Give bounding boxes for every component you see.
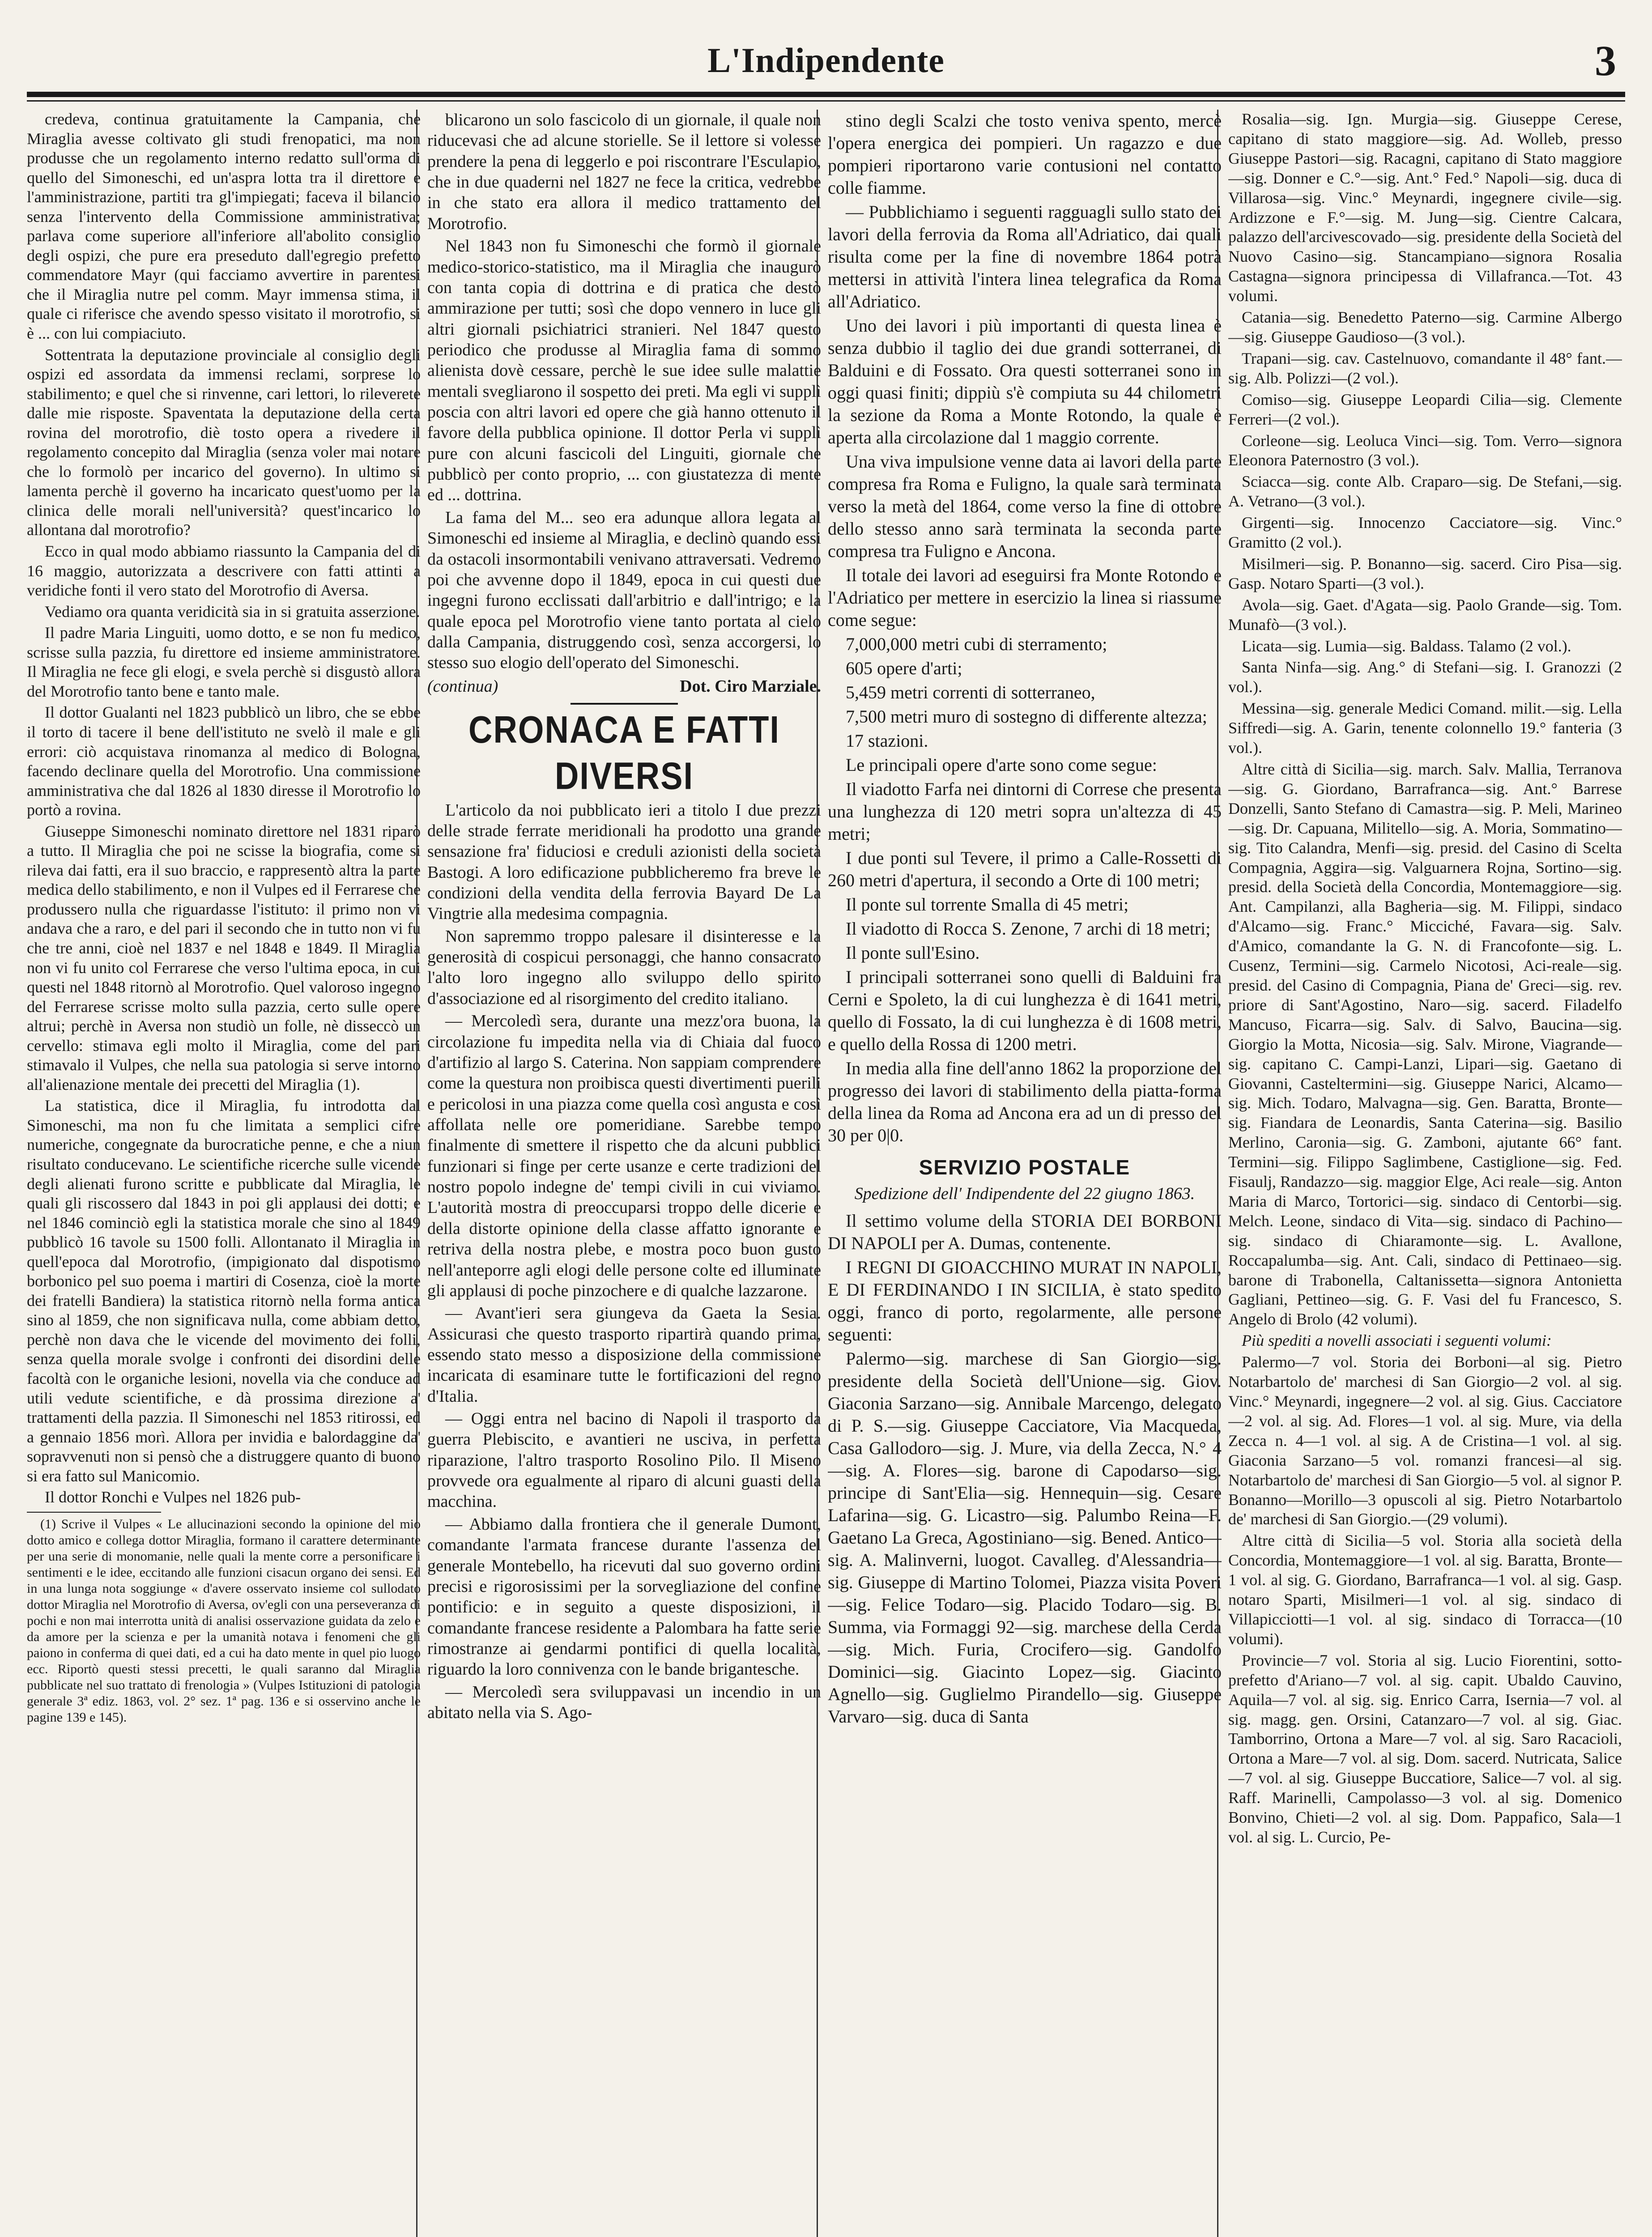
stat-line: 7,500 metri muro di sostegno di differente altezza; [846,706,1207,727]
subscriber-list: Messina—sig. generale Medici Comand. milit.—sig. Lella Siffredi—sig. A. Garin, tenente colonnello 19.° fanteria (3 vol.). [1228,699,1622,757]
subscriber-list: Più spediti a novelli associati i seguenti volumi: [1242,1331,1552,1350]
article-paragraph: I due ponti sul Tevere, il primo a Calle-Rossetti di 260 metri d'apertura, il secondo a Orte di 100 metri; [828,848,1222,890]
article-paragraph: Sottentrata la deputazione provinciale al consiglio degli ospizi ed assordata da immensi reclami, sorprese lo stabilimento; e quel che si rinvenne, cari lettori, lo rileverete dalle mie risposte. Spaventata la deputazione della certa rovina del morotrofio, diè tosto opera a rivedere il regolamento concepito dal Miraglia (senza voler mai notare che lo formolò per incarico del governo). In ultimo si lamenta perchè il governo ha incaricato quest'uomo per la clinica delle morali nell'università? quest'incarico lo allontana dal morotrofio? [27,345,421,539]
subscriber-list: Catania—sig. Benedetto Paterno—sig. Carmine Albergo—sig. Giuseppe Gaudioso—(3 vol.). [1228,308,1622,346]
article-paragraph: — Pubblichiamo i seguenti ragguagli sullo stato dei lavori della ferrovia da Roma all'Adriatico, dai quali risulta come per la fine di novembre 1864 potrà mettersi in attività l'intera linea telegrafica da Roma all'Adriatico. [828,202,1222,311]
column-3 [828,110,1222,2237]
stat-line: 17 stazioni. [846,731,928,751]
subscriber-list: Misilmeri—sig. P. Bonanno—sig. sacerd. Ciro Pisa—sig. Gasp. Notaro Sparti—(3 vol.). [1228,554,1622,592]
article-paragraph: Uno dei lavori i più importanti di questa linea è senza dubbio il taglio dei due grandi sotterranei, di Balduini e di Fossato. Ora questi sotterranei sono in oggi quasi finiti; dippiù s'è compiuta su 44 chilometri la sezione da Roma a Monte Rotondo, la quale è aperta alla circolazione dal 1 maggio corrente. [828,315,1222,447]
article-paragraph: I principali sotterranei sono quelli di Balduini fra Cerni e Spoleto, la di cui lunghezza è di 1641 metri, quello di Fossato, la di cui lunghezza è di 1608 metri, e quello della Rossa di 1200 metri. [828,967,1222,1054]
column-1 [27,110,421,2237]
article-paragraph: Il viadotto di Rocca S. Zenone, 7 archi di 18 metri; [846,919,1211,939]
article-paragraph: Il totale dei lavori ad eseguirsi fra Monte Rotondo e l'Adriatico per mettere in esercizio la linea si riassume come segue: [828,565,1222,630]
stat-line: 605 opere d'arti; [846,658,962,678]
postal-subtitle: Spedizione dell' Indipendente del 22 giugno 1863. [854,1184,1195,1203]
subscriber-list: Provincie—7 vol. Storia al sig. Lucio Fiorentini, sotto-prefetto d'Ariano—7 vol. al sig. capit. Ubaldo Cauvino, Aquila—7 vol. al sig. sig. Enrico Carra, Isernia—7 vol. al sig. magg. gen. Orsini, Catanzaro—7 vol. al sig. Giac. Tamborrino, Ortona a Mare—7 vol. al sig. Saro Racacioli, Ortona a Mare—7 vol. al sig. Dom. sacerd. Nutricata, Salice—7 vol. al sig. Giuseppe Buccatiore, Salice—7 vol. al sig. Raff. Marinelli, Campolasso—3 vol. al sig. Domenico Bonvino, Chieti—2 vol. al sig. Dom. Pappafico, Sala—1 vol. al sig. L. Curcio, Pe- [1228,1651,1622,1846]
stat-line: 5,459 metri correnti di sotterraneo, [846,682,1095,702]
masthead-rule [27,92,1625,97]
subscriber-list: Comiso—sig. Giuseppe Leopardi Cilia—sig. Clemente Ferreri—(2 vol.). [1228,390,1622,428]
news-item: — Mercoledì sera sviluppavasi un incendio in un abitato nella via S. Ago- [427,1682,821,1722]
postal-paragraph: Il settimo volume della STORIA DEI BORBONI DI NAPOLI per A. Dumas, contenente. [828,1211,1222,1253]
section-title: CRONACA E FATTI DIVERSI [468,708,780,798]
newspaper-title: L'Indipendente [707,41,945,80]
article-paragraph: La statistica, dice il Miraglia, fu introdotta dal Simoneschi, ma non fu che limitata a semplici cifre numeriche, congegnate da burocratiche penne, e che a niun risultato conducevano. Le scientifiche ricerche sulle vicende degli alienati furono scritte e pubblicate dal Miraglia, le quali gli riscossero dal 1843 in poi gli applausi dei dotti; e nel 1846 cominciò egli la statistica morale che sino al 1849 pubblicò 16 tavole su 1500 folli. Allontanato il Miraglia in quell'epoca dal Morotrofio, (impigionato dal dispotismo borbonico pel suo poema i martiri di Cosenza, cioè la morte dei fratelli Bandiera) la statistica ritornò nella forma antica sino al 1859, che non significava nulla, come abbiam detto, perchè non dava che le vicende del movimento dei folli, senza quella morale svolge i confronti dei disordini delle facoltà con le organiche lesioni, novella via che conduce ad utili vedute scientifiche, e dà prossima direzione a' trattamenti della pazzia. Il Simoneschi nel 1853 ritirossi, ed a gennaio 1856 morì. Allora per invidia e balordaggine da' sopravvenuti non si pensò che a distruggere quanto di buono si era fatto sul Manicomio. [27,1097,421,1485]
news-item: — Mercoledì sera, durante una mezz'ora buona, la circolazione fu impedita nella via di Chiaia dal fuoco d'artifizio al largo S. Caterina. Non sappiam comprendere come la questura non proibisca questi divertimenti puerili e pericolosi in una piazza come quella così angusta e così affollata nelle ore pomeridiane. Sarebbe tempo finalmente di smettere il rispetto che da alcuni pubblici funzionari si finge per certe usanze e certe tradizioni del nostro popolo indegne de' tempi civili in cui viviamo. L'autorità mostra di preoccuparsi troppo delle dicerie e della distorte opinione della classe affatto ignorante e retriva della nostra plebe, e mostra poco buon gusto nell'anteporre agli elogi delle persone colte ed illuminate gli applausi di poche pinzochere e di qualche lazzarone. [427,1012,821,1300]
article-paragraph: blicarono un solo fascicolo di un giornale, il quale non riducevasi che ad alcune storielle. Se il lettore si volesse prendere la pena di leggerlo e poi riscontrare l'Esculapio, che in due quaderni nel 1827 ne fece la critica, vedrebbe in che stato era allora il medico trattamento del Morotrofio. [427,111,821,233]
news-item: L'articolo da noi pubblicato ieri a titolo I due prezzi delle strade ferrate meridionali ha prodotto una grande sensazione fra' fiduciosi e creduli azionisti della società Bastogi. A loro edificazione pubblicheremo fra breve le condizioni della vendita della ferrovia Bayard De La Vingtrie alla medesima compagnia. [427,800,821,923]
footnote-text: (1) Scrive il Vulpes « Le allucinazioni secondo la opinione del mio dotto amico e collega dottor Miraglia, formano il carattere determinante per una serie di monomanie, nelle quali la mente corre a personificare i sentimenti e le idee, eccitando alle funzioni cisacun organo dei sensi. Ed in una lunga nota soggiunge « d'avere osservato insieme col sullodato dottor Miraglia nel Morotrofio di Aversa, ov'egli con una perseveranza di pochi e non mai interrotta unità di analisi osservazione guidata da zelo e da amore per la scienza e per la umanità notava i fenomeni che gli paiono in conferma di quei dati, ed a cui ha dato mente in quel pio luogo ecc. Riportò questi stessi precetti, le quali saranno dal Miraglia pubblicate nel suo trattato di frenologia » (Vulpes Istituzioni di patologia generale 3ª ediz. 1863, vol. 2° sez. 1ª pag. 136 e si osservino anche le pagine 139 e 145). [27,1516,421,1725]
article-paragraph: Vediamo ora quanta veridicità sia in si gratuita asserzione. [45,602,420,621]
postal-paragraph: I REGNI DI GIOACCHINO MURAT IN NAPOLI, E DI FERDINANDO I IN SICILIA, è stato spedito oggi, franco di porto, regolarmente, alle persone seguenti: [828,1257,1222,1344]
subscriber-list: Rosalia—sig. Ign. Murgia—sig. Giuseppe Cerese, capitano di stato maggiore—sig. Ad. Wolleb, presso Giuseppe Pastori—sig. Racagni, capitano di Stato maggiore—sig. Donner e C.°—sig. Ant.° Fed.° Napoli—sig. duca di Villarosa—sig. Vinc.° Meynardi, ingegnere civile—sig. Ardizzone e F.°—sig. M. Jung—sig. Cientre Calcara, palazzo dell'arcivescovado—sig. presidente della Società del Nuovo Casino—sig. Stancampiano—signora Rosalia Castagna—signora principessa di Villafranca.—Tot. 43 volumi. [1228,110,1622,305]
news-item: — Oggi entra nel bacino di Napoli il trasporto da guerra Plebiscito, e avantieri ne usciva, in perfetta riparazione, l'altro trasporto Rosolino Pilo. Il Miseno provvede ora egualmente al riparo di alcuni guasti della macchina. [427,1409,821,1511]
footnote [27,1516,421,1726]
news-item: — Abbiamo dalla frontiera che il generale Dumont, comandante l'armata francese durante l'assenza del generale Montebello, ha ricevuti dal suo governo ordini precisi e rigorosissimi per la sorvegliazione del confine pontificio: e in seguito a queste disposizioni, il comandante francese residente a Palombara ha fatte serie rimostranze ai gendarmi pontifici di quella località, riguardo la loro connivenza con le bande brigantesche. [427,1514,821,1679]
news-item: — Avant'ieri sera giungeva da Gaeta la Sesia. Assicurasi che questo trasporto ripartirà quando prima, essendo stato messo a disposizione della commissione incaricata di esaminare tutte le fortificazioni del regno d'Italia. [427,1304,821,1406]
continua-label: (continua) [427,676,498,696]
subscriber-list: Girgenti—sig. Innocenzo Cacciatore—sig. Vinc.° Gramitto (2 vol.). [1228,514,1622,552]
masthead [27,27,1625,94]
subscriber-list: Santa Ninfa—sig. Ang.° di Stefani—sig. I. Granozzi (2 vol.). [1228,658,1622,696]
subscriber-list: Altre città di Sicilia—5 vol. Storia alla società della Concordia, Montemaggiore—1 vol. al sig. Baratta, Bronte—1 vol. al sig. G. Giordano, Barrafranca—1 vol. al sig. Gasp. notaro Sparti, Misilmeri—1 vol. al sig. sindaco di Villapicciotti—1 vol. al sig. sindaco di Torracca—(10 volumi). [1228,1531,1622,1648]
column-4 [1228,110,1622,2237]
article-paragraph: Una viva impulsione venne data ai lavori della parte compresa fra Roma e Fuligno, la quale sarà terminata verso la metà del 1864, come verso la fine di ottobre dello stesso anno sarà terminata la seconda parte compresa tra Fuligno e Ancona. [828,451,1222,561]
article-paragraph: credeva, continua gratuitamente la Campania, che Miraglia avesse coltivato gli studi frenopatici, ma non produsse che un regolamento interno redatto sull'orma di quello del Simoneschi, ed un'aspra lotta tra il direttore e l'amministrazione, partiti tra gl'impiegati; faceva il bilancio senza l'intervento della Commissione amministrativa; parlava come superiore all'inferiore all'abolito consiglio degli ospizi, che pure era preseduto dall'egregio prefetto commendatore Mayr (qui facciamo avvertire in parentesi che il Miraglia nutre pel comm. Mayr immensa stima, il quale ci riferisce che avendo spesso visitato il morotrofio, si è ... con lui compiaciuto. [27,110,421,343]
article-paragraph: In media alla fine dell'anno 1862 la proporzione del progresso dei lavori di stabilimento della piatta-forma della linea da Roma ad Ancona era ad un di presso del 30 per 0|0. [828,1058,1222,1145]
article-paragraph: Il viadotto Farfa nei dintorni di Correse che presenta una lunghezza di 120 metri sopra un'altezza di 45 metri; [828,779,1222,844]
article-paragraph: Il ponte sul torrente Smalla di 45 metri; [846,894,1129,914]
postal-section-title: SERVIZIO POSTALE [919,1156,1131,1179]
subscriber-list: Licata—sig. Lumia—sig. Baldass. Talamo (2 vol.). [1242,637,1571,655]
article-paragraph: Le principali opere d'arte sono come segue: [846,755,1157,775]
article-paragraph: Il dottor Gualanti nel 1823 pubblicò un libro, che se ebbe il torto di tacere il bene dell'istituto ne svelò il male e gli errori: ciò acquistava rinomanza al medico di Bologna, facendo declinare quella del Morotrofio. Una commissione amministrativa che dal 1826 al 1830 diresse il Morotrofio lo portò a rovina. [27,703,421,819]
postal-paragraph: Palermo—sig. marchese di San Giorgio—sig. presidente della Società dell'Unione—sig. Giov. Giaconia Sarzano—sig. Annibale Marcengo, delegato di P. S.—sig. Giuseppe Cacciatore, Via Macqueda, Casa Gallodoro—sig. J. Mure, via della Zecca, N.° 4—sig. A. Flores—sig. barone di Capodarso—sig. principe di Sant'Elia—sig. Hennequin—sig. Cesare Lafarina—sig. G. Licastro—sig. Palumbo Reina—F. Gaetano La Greca, Agostiniano—sig. Bened. Antico—sig. A. Malinverni, luogot. Cavalleg. d'Alessandria—sig. Giuseppe di Martino Tolomei, Piazza visita Poveri—sig. Felice Todaro—sig. Placido Todaro—sig. B. Summa, via Formaggi 92—sig. marchese della Cerda—sig. Mich. Furia, Crocifero—sig. Gandolfo Dominici—sig. Giacinto Lopez—sig. Giacinto Agnello—sig. Guglielmo Pirandello—sig. Giuseppe Varvaro—sig. duca di Santa [828,1348,1222,1727]
column-2 [427,110,821,2237]
footnote-rule [27,1512,161,1513]
article-paragraph: Il padre Maria Linguiti, uomo dotto, e se non fu medico, scrisse sulla pazzia, fu direttore ed insieme amministratore. Il Miraglia ne fece gli elogi, e svela perchè si disgustò allora del Morotrofio tanto bene e tanto male. [27,624,421,700]
subscriber-list: Sciacca—sig. conte Alb. Craparo—sig. De Stefani,—sig. A. Vetrano—(3 vol.). [1228,472,1622,510]
news-item: Non sapremmo troppo palesare il disinteresse e la generosità di cospicui personaggi, che hanno consacrato l'alto loro ingegno allo sviluppo dello spirito d'associazione ed al risorgimento del credito italiano. [427,927,821,1008]
subscriber-list: Palermo—7 vol. Storia dei Borboni—al sig. Pietro Notarbartolo de' marchesi di San Giorgio—2 vol. al sig. Vinc.° Meynardi, ingegnere—2 vol. al sig. Gius. Cacciatore—2 vol. al sig. Ad. Flores—1 vol. al sig. Mure, via della Zecca n. 4—1 vol. al sig. A de Cristina—1 vol. al sig. Giaconia Sarzano—5 vol. romanzi francesi—al sig. Notarbartolo de' marchesi di San Giorgio—5 vol. al signor P. Bonanno—Morillo—3 opuscoli al sig. Pietro Notarbartolo de' marchesi di San Giorgio.—(29 volumi). [1228,1353,1622,1528]
article-paragraph: Il ponte sull'Esino. [846,943,980,963]
subscriber-list: Corleone—sig. Leoluca Vinci—sig. Tom. Verro—signora Eleonora Paternostro (3 vol.). [1228,431,1622,469]
section-separator [571,703,678,705]
author-name: Dot. Ciro Marziale. [680,676,821,696]
article-paragraph: stino degli Scalzi che tosto veniva spento, mercè l'opera energica dei pompieri. Un ragazzo e due pompieri riportarono varie contusioni nel contatto colle fiamme. [828,111,1222,198]
masthead-rule-thin [27,100,1625,102]
subscriber-list: Avola—sig. Gaet. d'Agata—sig. Paolo Grande—sig. Tom. Munafò—(3 vol.). [1228,595,1622,634]
page-number: 3 [1595,37,1616,85]
article-signature [427,676,821,697]
article-paragraph: Il dottor Ronchi e Vulpes nel 1826 pub- [45,1488,301,1506]
stat-line: 7,000,000 metri cubi di sterramento; [846,634,1107,654]
article-paragraph: Giuseppe Simoneschi nominato direttore nel 1831 riparò a tutto. Il Miraglia che poi ne scisse la biografia, come si rileva dai fatti, era il suo braccio, e rappresentò altra la parte medica dello stabilimento, e non il Vulpes ed il Ferrarese che produssero nulla che riguardasse l'istituto: il primo non vi andava che a raro, e del pari il secondo che in tutto non vi fu che tre anni, cioè nel 1837 e nel 1848 e 1849. Il Miraglia non vi fu unito col Ferrarese che verso l'ultima epoca, in cui questi nel 1848 ritornò al Morotrofio. Quel valoroso ingegno del Ferrarese scrisse molto sulla pazzia, certo sulle opere altrui; perchè in Aversa non studiò un folle, nè disseccò un cervello: stimava egli molto il Miraglia, come del pari stimavalo il Vulpes, che nella sua patologia si serve intorno all'alienazione mentale dei precetti del Miraglia (1). [27,822,421,1093]
article-paragraph: Ecco in qual modo abbiamo riassunto la Campania del di 16 maggio, autorizzata a descrivere con fatti attinti a veridiche fonti il vero stato del Morotrofio di Aversa. [27,542,421,600]
article-paragraph: Nel 1843 non fu Simoneschi che formò il giornale medico-storico-statistico, ma il Miraglia che inaugurò con tanta copia di dottrina e di pratica che destò ammirazione per tutti; sosì che dopo vennero in luce gli altri giornali psichiatrici stranieri. Nel 1847 questo periodico che produsse al Miraglia fama di sommo alienista dovè cessare, perchè le sue idee sulle malattie mentali svegliarono il sospetto dei preti. Ma egli vi supplì poscia con altri lavori ed opere che già hanno ottenuto il favore della pubblica opinione. Il dottor Perla vi supplì pure con alcuni fascicoli del Linguiti, giornale che pubblicò per conto proprio, ... con giustatezza di mente ed ... dottrina. [427,237,821,505]
subscriber-list: Altre città di Sicilia—sig. march. Salv. Mallia, Terranova—sig. G. Giordano, Barrafranca—sig. Ant.° Barrese Donzelli, Santo Stefano di Camastra—sig. P. Meli, Marineo—sig. Dr. Capuana, Militello—sig. A. Moria, Sommatino—sig. Tito Calandra, Menfi—sig. presid. del Casino di Scelta Compagnia, Aggira—sig. Valguarnera Rojna, Sortino—sig. presid. della Società della Concordia, Montemaggiore—sig. Ant. Campilanzi, alla Bagheria—sig. M. Filippi, sindaco d'Alcamo—sig. Franc.° Micciché, Favara—sig. Salv. d'Amico, comandante la G. N. di Francofonte—sig. L. Cusenz, Termini—sig. Carmelo Nicotosi, Aci-reale—sig. presid. del Casino di Compagnia, Piana de' Greci—sig. rev. priore di Sant'Agostino, Naro—sig. sacerd. Filadelfo Mancuso, Ficarra—sig. Salv. di Salvo, Baucina—sig. Giorgio la Motta, Nicosia—sig. Salv. Mirone, Viagrande—sig. capitano C. Campi-Lanzi, Lipari—sig. Gaetano di Giovanni, Casteltermini—sig. Giuseppe Narici, Alcamo—sig. Mich. Todaro, Malvagna—sig. Gen. Baratta, Bronte—sig. Fiandara de Leonardis, Santa Caterina—sig. Basilio Merlino, Caronia—sig. G. Zamboni, ajutante 66° fant. Termini—sig. Filippo Saglimbene, Castiglione—sig. Fed. Fisaulj, Randazzo—sig. maggior Elge, Aci reale—sig. Anton Maria di Marco, Tortorici—sig. sindaco di Centorbi—sig. Melch. Leone, sindaco di Vita—sig. sindaco di Pachino—sig. sindaco di Chiaramonte—sig. L. Avallone, Roccapalumba—sig. Ant. Cali, sindaco di Pettinaeo—sig. barone di Trabonella, Caltanissetta—signora Antonietta Gagliani, Pettineo—sig. G. F. Vasi del fu Francesco, S. Angelo di Brolo (42 volumi). [1228,760,1622,1328]
article-paragraph: La fama del M... seo era adunque allora legata al Simoneschi ed insieme al Miraglia, e declinò quando essi da ostacoli insormontabili venivano attraversati. Vedremo poi che avvenne dopo il 1849, epoca in cui questi due ingegni furono ecclissati dall'arbitrio e dall'intrigo; e la quale epoca pel Morotrofio viene tanto portata al cielo dalla Campania, distruggendo così, senza accorgersi, lo stesso suo elogio dell'operato del Simoneschi. [427,508,821,672]
subscriber-list: Trapani—sig. cav. Castelnuovo, comandante il 48° fant.—sig. Alb. Polizzi—(2 vol.). [1228,349,1622,387]
